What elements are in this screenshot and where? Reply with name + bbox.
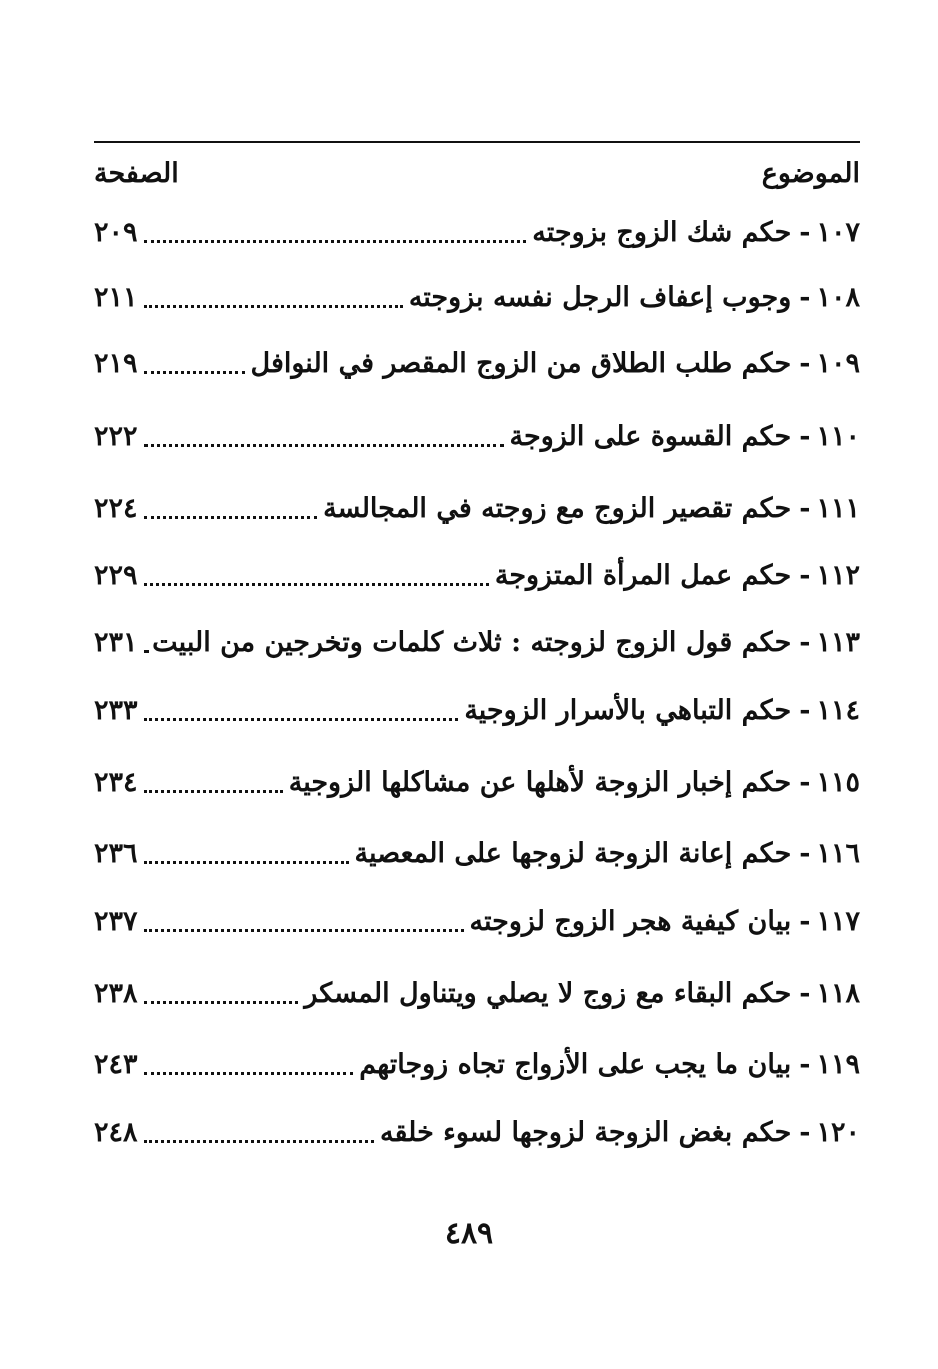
topic-column-label: الموضوع xyxy=(761,157,860,189)
entry-title: بيان ما يجب على الأزواج تجاه زوجاتهم xyxy=(359,1048,792,1080)
toc-entry xyxy=(94,967,860,1019)
entry-number: ١١٥ xyxy=(816,766,860,798)
toc-entry xyxy=(94,410,860,462)
entry-number: ١١٣ xyxy=(816,626,860,658)
entry-number: ١١٠ xyxy=(816,420,860,452)
entry-number: ١١١ xyxy=(816,492,860,524)
entry-separator: - xyxy=(799,347,811,379)
page-column-label: الصفحة xyxy=(94,157,179,189)
entry-title: حكم البقاء مع زوج لا يصلي ويتناول المسكر xyxy=(304,977,792,1009)
entry-title: حكم تقصير الزوج مع زوجته في المجالسة xyxy=(323,492,792,524)
entry-page-number: ٢١٩ xyxy=(94,347,138,379)
toc-entry xyxy=(94,895,860,947)
entry-title: وجوب إعفاف الرجل نفسه بزوجته xyxy=(408,281,792,313)
toc-entry xyxy=(94,206,860,258)
entry-number: ١١٢ xyxy=(816,559,860,591)
entry-page-number: ٢٣٧ xyxy=(94,905,138,937)
entry-title: حكم بغض الزوجة لزوجها لسوء خلقه xyxy=(380,1116,792,1148)
leader-dots xyxy=(144,861,349,864)
leader-dots xyxy=(144,583,489,586)
leader-dots xyxy=(144,305,403,308)
entry-title: حكم عمل المرأة المتزوجة xyxy=(494,559,792,591)
leader-dots xyxy=(144,790,283,793)
toc-entry xyxy=(94,482,860,534)
leader-dots xyxy=(144,650,147,653)
leader-dots xyxy=(144,1072,354,1075)
toc-entry xyxy=(94,616,860,668)
entry-page-number: ٢٣٨ xyxy=(94,977,138,1009)
entry-page-number: ٢٣١ xyxy=(94,626,138,658)
toc-entry xyxy=(94,271,860,323)
leader-dots xyxy=(144,516,318,519)
leader-dots xyxy=(144,240,527,243)
entry-separator: - xyxy=(799,559,811,591)
entry-number: ١١٦ xyxy=(816,837,860,869)
entry-title: حكم طلب الطلاق من الزوج المقصر في النوافل xyxy=(250,347,792,379)
entry-separator: - xyxy=(799,626,811,658)
entry-separator: - xyxy=(799,281,811,313)
leader-dots xyxy=(144,371,245,374)
entry-number: ١١٩ xyxy=(816,1048,860,1080)
entry-separator: - xyxy=(799,216,811,248)
leader-dots xyxy=(144,444,504,447)
entry-page-number: ٢٢٤ xyxy=(94,492,138,524)
table-header xyxy=(94,150,860,196)
entry-title: حكم شك الزوج بزوجته xyxy=(532,216,792,248)
entry-separator: - xyxy=(799,492,811,524)
entry-title: بيان كيفية هجر الزوج لزوجته xyxy=(469,905,792,937)
entry-page-number: ٢٢٩ xyxy=(94,559,138,591)
entry-separator: - xyxy=(799,1048,811,1080)
leader-dots xyxy=(144,1140,374,1143)
toc-entry xyxy=(94,684,860,736)
entry-title: حكم القسوة على الزوجة xyxy=(509,420,792,452)
toc-entry xyxy=(94,1106,860,1158)
toc-entry xyxy=(94,756,860,808)
entry-separator: - xyxy=(799,694,811,726)
leader-dots xyxy=(144,718,459,721)
entry-number: ١١٨ xyxy=(816,977,860,1009)
entry-page-number: ٢٣٤ xyxy=(94,766,138,798)
entry-separator: - xyxy=(799,766,811,798)
entry-separator: - xyxy=(799,905,811,937)
toc-entry xyxy=(94,827,860,879)
entry-number: ١١٤ xyxy=(816,694,860,726)
entry-number: ١٠٨ xyxy=(816,281,860,313)
entry-title: حكم إخبار الزوجة لأهلها عن مشاكلها الزوجية xyxy=(288,766,792,798)
entry-page-number: ٢٤٨ xyxy=(94,1116,138,1148)
page-number: ٤٨٩ xyxy=(444,1216,494,1251)
entry-separator: - xyxy=(799,837,811,869)
toc-entry xyxy=(94,1038,860,1090)
entry-page-number: ٢٣٣ xyxy=(94,694,138,726)
entry-number: ١٢٠ xyxy=(816,1116,860,1148)
entry-separator: - xyxy=(799,977,811,1009)
entry-number: ١٠٧ xyxy=(816,216,860,248)
toc-entry xyxy=(94,549,860,601)
entry-number: ١٠٩ xyxy=(816,347,860,379)
entry-title: حكم التباهي بالأسرار الزوجية xyxy=(464,694,792,726)
entry-page-number: ٢٣٦ xyxy=(94,837,138,869)
toc-entry xyxy=(94,337,860,389)
entry-title: حكم إعانة الزوجة لزوجها على المعصية xyxy=(354,837,792,869)
entry-page-number: ٢١١ xyxy=(94,281,138,313)
entry-page-number: ٢٢٢ xyxy=(94,420,138,452)
entry-page-number: ٢٠٩ xyxy=(94,216,138,248)
entry-title: حكم قول الزوج لزوجته : ثلاث كلمات وتخرجين من البيت xyxy=(152,626,792,658)
entry-number: ١١٧ xyxy=(816,905,860,937)
entry-page-number: ٢٤٣ xyxy=(94,1048,138,1080)
leader-dots xyxy=(144,1001,299,1004)
header-rule xyxy=(94,141,860,143)
entry-separator: - xyxy=(799,1116,811,1148)
leader-dots xyxy=(144,929,464,932)
entry-separator: - xyxy=(799,420,811,452)
